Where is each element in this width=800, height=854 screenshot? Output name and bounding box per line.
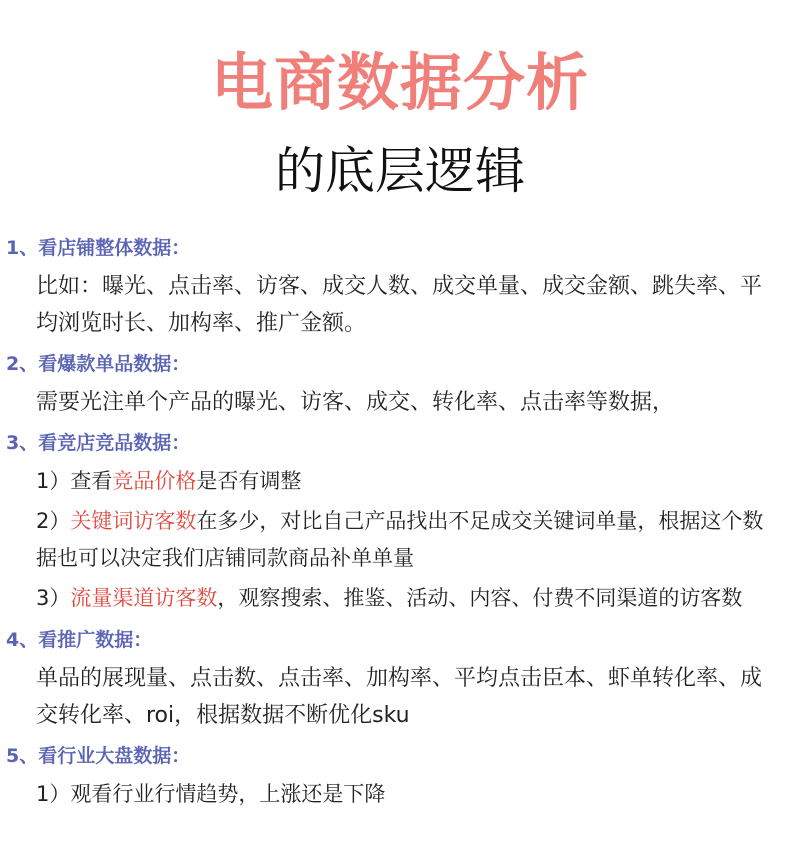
item-prefix: 2）	[36, 509, 71, 533]
item-prefix: 3）	[36, 586, 71, 610]
industry-item-trend: 1）观看行业行情趋势，上涨还是下降	[36, 782, 386, 806]
item-suffix: ，观察搜索、推鉴、活动、内容、付费不同渠道的访客数	[217, 586, 743, 610]
section-body-promotion: 单品的展现量、点击数、点击率、加构率、平均点击臣本、虾单转化率、成交转化率、roi，根据数据不断优化sku	[36, 666, 763, 728]
section-body-store-overall: 比如：曝光、点击率、访客、成交人数、成交单量、成交金额、跳失率、平均浏览时长、加构率、推广金额。	[36, 274, 763, 336]
competitor-item-keywords	[0, 503, 800, 577]
section-heading-hot-item: 2、看爆款单品数据：	[6, 353, 191, 375]
section-heading-store-overall: 1、看店铺整体数据：	[6, 237, 191, 259]
section-body-hot-item: 需要光注单个产品的曝光、访客、成交、转化率、点击率等数据，	[36, 390, 675, 415]
section-heading-competitors: 3、看竞店竞品数据：	[6, 432, 191, 454]
item-highlight: 流量渠道访客数	[70, 586, 218, 610]
page-subtitle: 的底层逻辑	[275, 142, 525, 200]
item-highlight: 关键词访客数	[70, 509, 197, 533]
section-heading-promotion: 4、看推广数据：	[6, 629, 153, 651]
item-highlight: 竞品价格	[112, 469, 197, 493]
page-title: 电商数据分析	[210, 46, 589, 119]
item-suffix: 是否有调整	[196, 469, 302, 493]
competitor-item-channels	[0, 580, 800, 617]
item-prefix: 1）查看	[36, 469, 113, 493]
item-suffix: 在多少，对比自己产品找出不足成交关键词单量，根据这个数据也可以决定我们店铺同款商品补单单量	[36, 509, 764, 570]
competitor-item-price	[0, 463, 800, 500]
section-heading-industry: 5、看行业大盘数据：	[6, 745, 191, 767]
article-body	[0, 228, 800, 816]
